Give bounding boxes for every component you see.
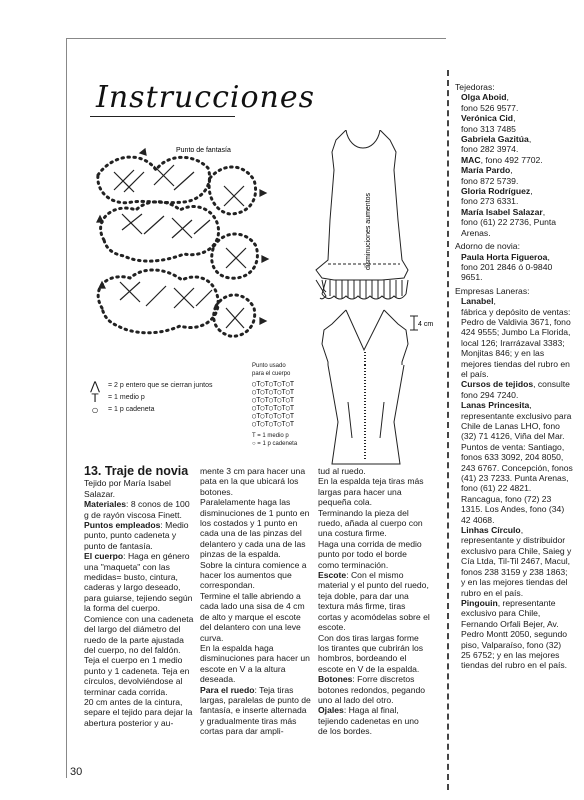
- weaver-name: MAC: [461, 154, 481, 165]
- credits-sidebar: [455, 82, 573, 671]
- article-column-3: [318, 466, 430, 737]
- cursos-text: , consulte fono 294 7240.: [461, 379, 570, 400]
- small-legend-text: = 1 medio p: [257, 433, 289, 439]
- buttons-label: Botones: [318, 674, 353, 685]
- paragraph: Con dos tiras largas forme los tirantes que cubrirán los hombros, bordeando el escote en V de la espalda.: [318, 632, 424, 674]
- article-heading: 13. Traje de novia: [84, 464, 189, 478]
- legend-text: = 2 p entero que se cierran juntos: [108, 382, 213, 389]
- measure-label: 4 cm: [418, 321, 434, 328]
- body-stitch-sample: [252, 362, 297, 448]
- weaver-phone: fono 273 6331.: [461, 196, 519, 207]
- paragraph: tud al ruedo.: [318, 466, 366, 476]
- article-column-2: [200, 466, 312, 737]
- small-legend: T = 1 medio p ○ = 1 p cadeneta: [252, 433, 298, 447]
- stitch-chart: [97, 149, 268, 336]
- legend-row: [88, 380, 212, 392]
- cursos-name: Cursos de tejidos: [461, 379, 534, 390]
- materials-text: : 8 conos de 100 g de rayón viscosa Finett.: [84, 499, 190, 520]
- page-border-top: [66, 38, 446, 39]
- pingouin-text: , representante exclusivo para Chile, Fernando Orfali Bejer, Av. Pedro Montt 2050, segundo piso, Valparaíso, fono (32) 25 6752; y en las mejores tiendas del rubro en el país.: [461, 597, 568, 671]
- chain-stitch-icon: ○: [91, 403, 99, 417]
- weaver-phone: fono 872 5739.: [461, 175, 519, 186]
- page-border-left: [66, 38, 67, 778]
- small-legend-text: = 1 p cadeneta: [257, 441, 298, 447]
- paragraph: 20 cm antes de la cintura, separe el tejido para dejar la abertura posterior y au-: [84, 696, 193, 728]
- fancy-stitch-label: Punto de fantasía: [176, 147, 231, 154]
- adornment-name: Paula Horta Figueroa: [461, 251, 548, 262]
- dress-front-sketch: [322, 310, 418, 365]
- dress-back-sketch: [316, 130, 408, 299]
- weaver-phone: fono 282 3974.: [461, 144, 519, 155]
- body-label: El cuerpo: [84, 551, 124, 562]
- stitches-label: Puntos empleados: [84, 520, 161, 531]
- paragraph: Terminando la pieza del ruedo, añada al cuerpo con una costura firme.: [318, 507, 423, 539]
- weaver-name: María Isabel Salazar: [461, 206, 543, 217]
- double-stitch-icon: ⋀: [90, 379, 100, 393]
- companies-title: Empresas Laneras:: [455, 285, 530, 296]
- adornment-title: Adorno de novia:: [455, 241, 520, 252]
- paragraph: Termine el talle abriendo a cada lado una sisa de 4 cm de alto y marque el escote del delantero con una leve curva.: [200, 590, 305, 643]
- circulo-name: Linhas Círculo: [461, 525, 521, 536]
- pingouin-name: Pingouin: [461, 597, 498, 608]
- legend-text: = 1 p cadeneta: [108, 406, 155, 413]
- neck-text: : Con el mismo material y el punto del ruedo, teja doble, para dar una textura más firme, tiras cortas y acomódelas sobre el escote.: [318, 570, 430, 633]
- column-divider: [447, 70, 449, 790]
- byline: Tejido por María Isabel Salazar.: [84, 478, 171, 499]
- dress-vertical-label: disminuciones aumentos: [365, 192, 372, 270]
- stitches-text: : Medio punto, punto cadeneta y punto de fantasía.: [84, 520, 189, 551]
- paragraph: En la espalda teja tiras más largas para hacer una pequeña cola.: [318, 476, 424, 508]
- eyelets-label: Ojales: [318, 705, 344, 716]
- paragraph: Sobre la cintura comience a hacer los aumentos que correspondan.: [200, 559, 307, 591]
- weaver-phone: fono (61) 22 2736, Punta Arenas.: [461, 217, 557, 238]
- weaver-phone: fono 313 7485: [461, 123, 516, 134]
- weaver-name: Gloria Rodríguez: [461, 186, 531, 197]
- paragraph: Paralelamente haga las disminuciones de 1 punto en los costados y 1 punto en cada una de las pinzas del delantero y cada una de las pinzas de la espalda.: [200, 497, 310, 560]
- stitch-grid: ○T○T○T○T○T ○T○T○T○T○T ○T○T○T○T○T ○T○T○T○T○T ○T○T○T○T○T ○T○T○T○T○T: [252, 380, 295, 428]
- half-stitch-icon: T: [91, 391, 99, 405]
- princesita-name: Lanas Princesita: [461, 400, 530, 411]
- princesita-text: representante exclusivo para Chile de Lanas LHO, fono (32) 71 4126, Viña del Mar. Puntos de venta: Santiago, fonos 633 3092, 204 8050, 243 6767. Concepción, fonos (41) 23 7233. Punta Arenas, fono (61) 22 4821. Rancagua, fono (72) 23 1315. Los Andes, fono (34) 42 4068.: [461, 410, 573, 525]
- weavers-list: Olga Aboid, fono 526 9577. Verónica Cid, fono 313 7485 Gabriela Gazitúa, fono 282 3974. MAC, fono 492 7702. María Pardo, fono 872 5739. Gloria Rodríguez, fono 273 6331. María Isabel Salazar, fono (61) 22 2736, Punta Arenas.: [455, 92, 573, 238]
- weaver-name: Verónica Cid: [461, 113, 514, 124]
- weaver-name: María Pardo: [461, 165, 511, 176]
- lanabel-text: fábrica y depósito de ventas: Pedro de Valdivia 3671, fono 424 9555; Jumbo La Florida, local 126; Irarrázaval 3383; Monjitas 846; y en las mejores tiendas del rubro en el país.: [461, 306, 571, 379]
- weaver-phone: fono 492 7702.: [485, 154, 543, 165]
- weaver-phone: fono 526 9577.: [461, 102, 519, 113]
- weavers-title: Tejedoras:: [455, 82, 495, 92]
- stitch-used-label-2: para el cuerpo: [252, 371, 291, 377]
- body-text: : Haga en género una "maqueta" con las medidas= busto, cintura, caderas y largo deseado, para guiarse, tejiendo según la forma del cuerpo. Comience con una cadeneta del largo del diámetro del ruedo de la parte ajustada del cuerpo, no del faldón. Teja el cuerpo en 1 medio punto y 1 cadeneta. Teja en círculos, devolviéndose al terminar cada corrida.: [84, 551, 194, 697]
- skirt-label: Para el ruedo: [200, 684, 255, 695]
- paragraph: mente 3 cm para hacer una pata en la que ubicará los botones.: [200, 466, 306, 497]
- materials-label: Materiales: [84, 499, 127, 510]
- dress-front-lower: [318, 362, 418, 472]
- page-number: 30: [70, 766, 83, 778]
- weaver-name: Olga Aboid: [461, 92, 507, 103]
- stitch-used-label: Punto usado: [252, 363, 286, 369]
- neck-label: Escote: [318, 570, 347, 581]
- title-underline: [90, 116, 235, 117]
- buttons-text: : Forre discretos botones redondos, pegando uno al lado del otro.: [318, 674, 426, 705]
- crochet-diagram: [84, 130, 444, 365]
- circulo-text: representante y distribuidor exclusivo para Chile, Saieg y Cía Ltda, Til-Til 2467, Macul, fonos 238 3159 y 238 1863; y en las mejores tiendas del rubro en el país.: [461, 535, 572, 598]
- legend-row: [88, 392, 212, 404]
- paragraph: En la espalda haga disminuciones para hacer un escote en V a la altura deseada.: [200, 642, 310, 685]
- eyelets-text: : Haga al final, tejiendo cadenetas en uno de los bordes.: [318, 705, 419, 737]
- adornment-block: Paula Horta Figueroa, fono 201 2846 ó 0-9840 9651.: [455, 252, 573, 283]
- weaver-name: Gabriela Gazitúa: [461, 134, 529, 145]
- companies-block: Lanabel, fábrica y depósito de ventas: Pedro de Valdivia 3671, fono 424 9555; Jumbo La Florida, local 126; Irarrázaval 3383; Monjitas 846; y en las mejores tiendas del rubro en el país. Cursos de tejidos, consulte fono 294 7240. Lanas Princesita, representante exclusivo para Chile de Lanas LHO, fono (32) 71 4126, Viña del Mar. Puntos de venta: Santiago, fonos 633 3092, 204 8050, 243 6767. Concepción, fonos (41) 23 7233. Punta Arenas, fono (61) 22 4821. Rancagua, fono (72) 23 1315. Los Andes, fono (34) 42 4068. Linhas Círculo, representante y distribuidor exclusivo para Chile, Saieg y Cía Ltda, Til-Til 2467, Macul, fonos 238 3159 y 238 1863; y en las mejores tiendas del rubro en el país. Pingouin, representante exclusivo para Chile, Fernando Orfali Bejer, Av. Pedro Montt 2050, segundo piso, Valparaíso, fono (32) 25 6752; y en las mejores tiendas del rubro en el país.: [461, 296, 573, 671]
- legend-text: = 1 medio p: [108, 394, 145, 401]
- page-title: Instrucciones: [96, 80, 316, 115]
- article-column-1: [84, 466, 196, 728]
- adornment-phone: fono 201 2846 ó 0-9840 9651.: [461, 261, 553, 283]
- legend-row: [88, 404, 212, 416]
- paragraph: Haga una corrida de medio punto por todo el borde como terminación.: [318, 538, 422, 570]
- skirt-text: : Teja tiras largas, paralelas de punto de fantasía, e inserte alternada y gradualmente tiras más cortas para dar ampli-: [200, 684, 311, 737]
- diagram-legend: [88, 380, 212, 416]
- lanabel-name: Lanabel: [461, 296, 494, 307]
